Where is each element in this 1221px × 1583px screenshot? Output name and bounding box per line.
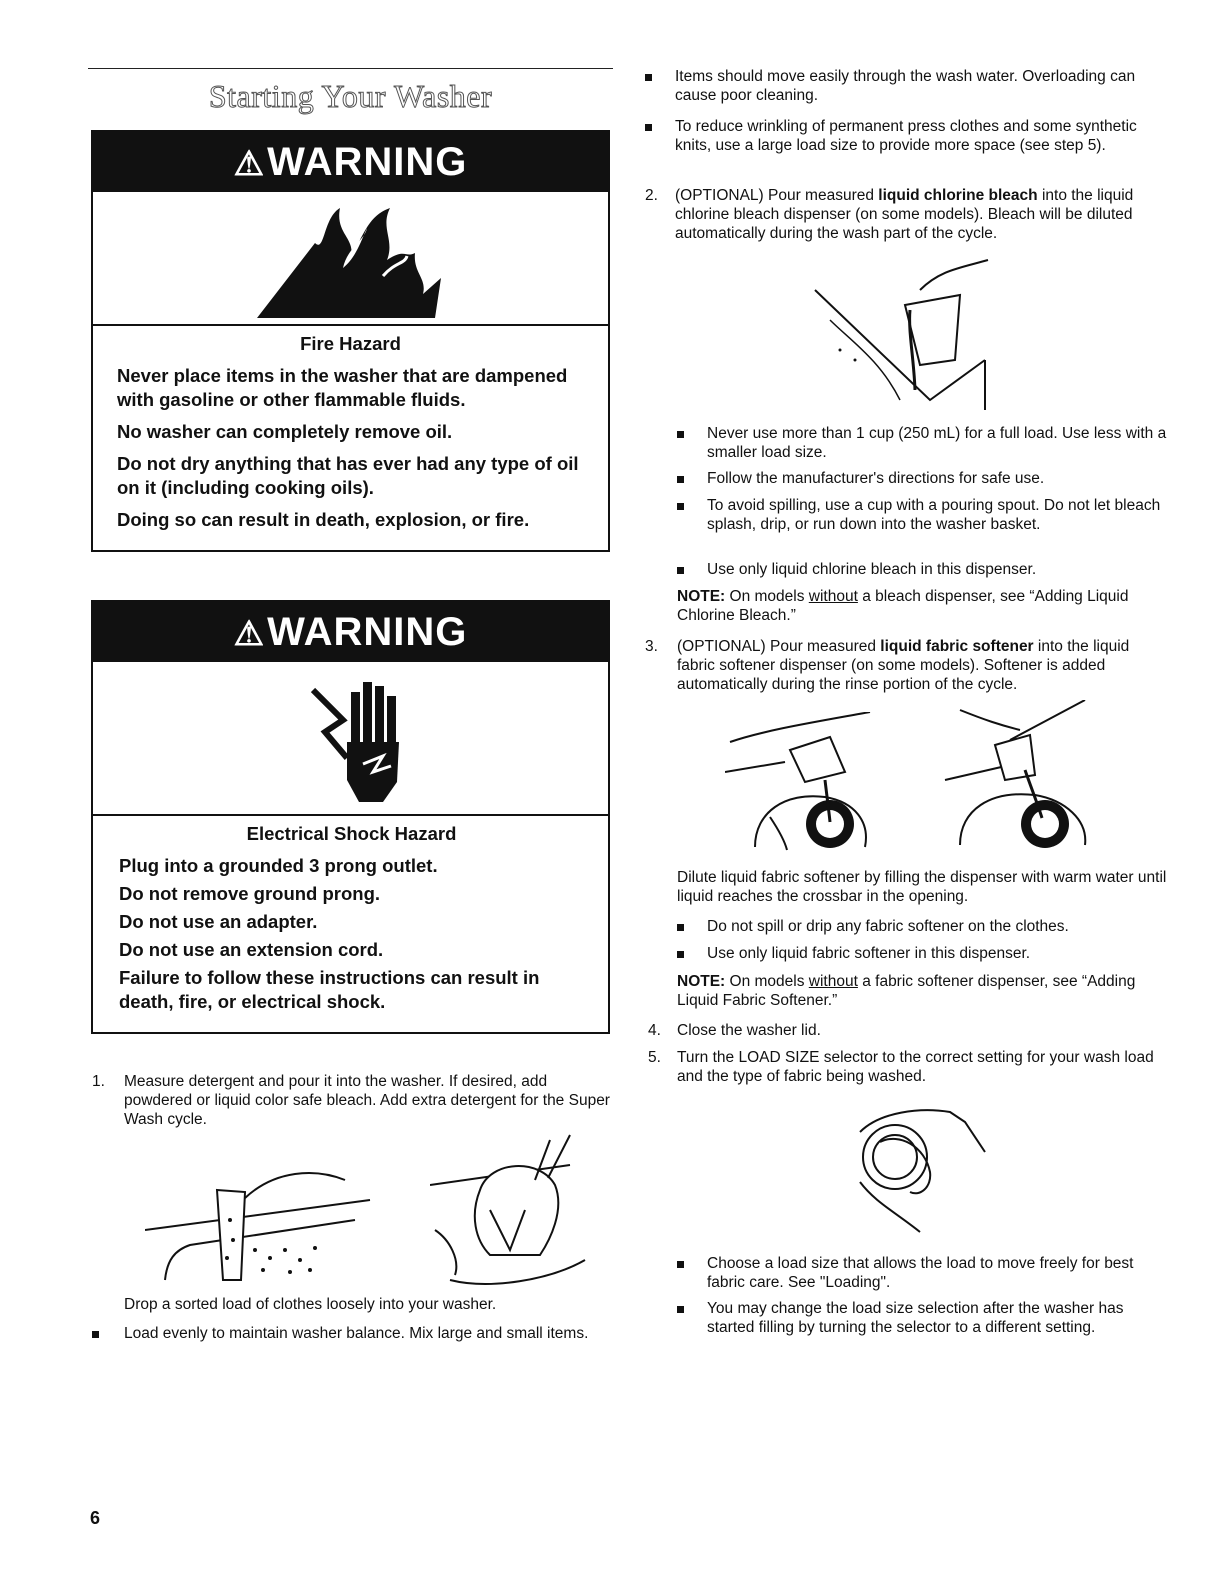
load-bullet: To reduce wrinkling of permanent press clothes and some synthetic knits, use a large load size to provide more space (see step 5). xyxy=(675,118,1137,154)
warning-line: Do not use an adapter. xyxy=(119,911,318,932)
bleach-bullet: To avoid spilling, use a cup with a pouring spout. Do not let bleach splash, drip, or run down into the washer basket. xyxy=(707,497,1161,533)
step-5-text: Turn the LOAD SIZE selector to the correct setting for your wash load and the type of fabric being washed. xyxy=(677,1049,1154,1085)
load-size-selector-illustration xyxy=(840,1092,990,1242)
bleach-bullet: Use only liquid chlorine bleach in this dispenser. xyxy=(707,561,1037,578)
warning-line: Do not use an extension cord. xyxy=(119,939,384,960)
warning-line: Do not dry anything that has ever had any type of oil on it (including cooking oils). xyxy=(117,453,579,498)
softener-bullet: Use only liquid fabric softener in this dispenser. xyxy=(707,945,1031,962)
warning-header: ⚠WARNING xyxy=(93,602,608,662)
load-size-bullet: You may change the load size selection after the washer has started filling by turning the selector to a different setting. xyxy=(707,1300,1124,1336)
bullet-icon xyxy=(677,1261,684,1268)
bleach-bullet: Follow the manufacturer's directions for safe use. xyxy=(707,470,1045,487)
bullet-icon xyxy=(645,124,652,131)
bleach-note: NOTE: On models without a bleach dispenser, see “Adding Liquid Chlorine Bleach.” xyxy=(677,588,1129,624)
softener-note: NOTE: On models without a fabric softener dispenser, see “Adding Liquid Fabric Softener.” xyxy=(677,973,1136,1009)
shock-hazard-picture xyxy=(93,662,608,816)
bullet-icon xyxy=(677,1306,684,1313)
warning-line: Failure to follow these instructions can result in death, fire, or electrical shock. xyxy=(119,967,540,1012)
detergent-illustration xyxy=(145,1150,375,1285)
step-number: 3. xyxy=(645,638,658,655)
bleach-bullet: Never use more than 1 cup (250 mL) for a full load. Use less with a smaller load size. xyxy=(707,425,1167,461)
fire-hazard-picture xyxy=(93,192,608,326)
step-number: 2. xyxy=(645,187,658,204)
step-1-caption: Drop a sorted load of clothes loosely into your washer. xyxy=(124,1296,497,1313)
warning-line: Plug into a grounded 3 prong outlet. xyxy=(119,855,438,876)
load-bullet: Items should move easily through the wash water. Overloading can cause poor cleaning. xyxy=(675,68,1136,104)
step-number: 1. xyxy=(92,1073,105,1090)
warning-triangle-icon: ⚠ xyxy=(233,615,266,653)
title-rule xyxy=(88,68,613,69)
shock-warning-box xyxy=(91,600,610,1034)
bullet-icon xyxy=(677,951,684,958)
warning-line: Doing so can result in death, explosion, or fire. xyxy=(117,509,530,530)
fire-icon xyxy=(255,198,445,320)
page-number: 6 xyxy=(90,1508,101,1528)
warning-line: Do not remove ground prong. xyxy=(119,883,381,904)
bullet-icon xyxy=(645,74,652,81)
warning-line: No washer can completely remove oil. xyxy=(117,421,453,442)
step-4-text: Close the washer lid. xyxy=(677,1022,821,1039)
bullet-icon xyxy=(677,503,684,510)
shock-hazard-title: Electrical Shock Hazard xyxy=(246,823,457,844)
bleach-pour-illustration xyxy=(810,250,990,420)
fire-hazard-title: Fire Hazard xyxy=(300,333,401,354)
clothes-illustration xyxy=(430,1130,590,1290)
step-number: 4. xyxy=(648,1022,661,1039)
dilute-text: Dilute liquid fabric softener by filling the dispenser with warm water until liquid reaches the crossbar in the opening. xyxy=(677,869,1167,905)
bullet-icon xyxy=(92,1331,99,1338)
step-3-text: (OPTIONAL) Pour measured liquid fabric softener into the liquid fabric softener dispenser (on some models). Softener is added automatically during the rinse portion of the cycle. xyxy=(677,638,1130,693)
step-2-text: (OPTIONAL) Pour measured liquid chlorine bleach into the liquid chlorine bleach dispenser (on some models). Bleach will be diluted automatically during the wash part of the cycle. xyxy=(675,187,1134,242)
warning-header: ⚠WARNING xyxy=(93,132,608,192)
section-title: Starting Your Washer xyxy=(208,78,493,114)
warning-triangle-icon: ⚠ xyxy=(233,145,266,183)
electric-shock-hand-icon xyxy=(303,672,413,812)
bullet-icon xyxy=(677,431,684,438)
softener-fill-illustration xyxy=(940,700,1090,850)
softener-pour-illustration xyxy=(725,712,875,852)
step-number: 5. xyxy=(648,1049,661,1066)
bullet-icon xyxy=(677,476,684,483)
load-size-bullet: Choose a load size that allows the load to move freely for best fabric care. See "Loading". xyxy=(707,1255,1134,1291)
bullet-icon xyxy=(677,924,684,931)
step-1-bullet: Load evenly to maintain washer balance. Mix large and small items. xyxy=(124,1325,589,1342)
bullet-icon xyxy=(677,567,684,574)
warning-line: Never place items in the washer that are dampened with gasoline or other flammable fluids. xyxy=(117,365,568,410)
softener-bullet: Do not spill or drip any fabric softener on the clothes. xyxy=(707,918,1069,935)
step-1-text: Measure detergent and pour it into the washer. If desired, add powdered or liquid color safe bleach. Add extra detergent for the Super Wash cycle. xyxy=(124,1073,610,1128)
fire-warning-box xyxy=(91,130,610,552)
